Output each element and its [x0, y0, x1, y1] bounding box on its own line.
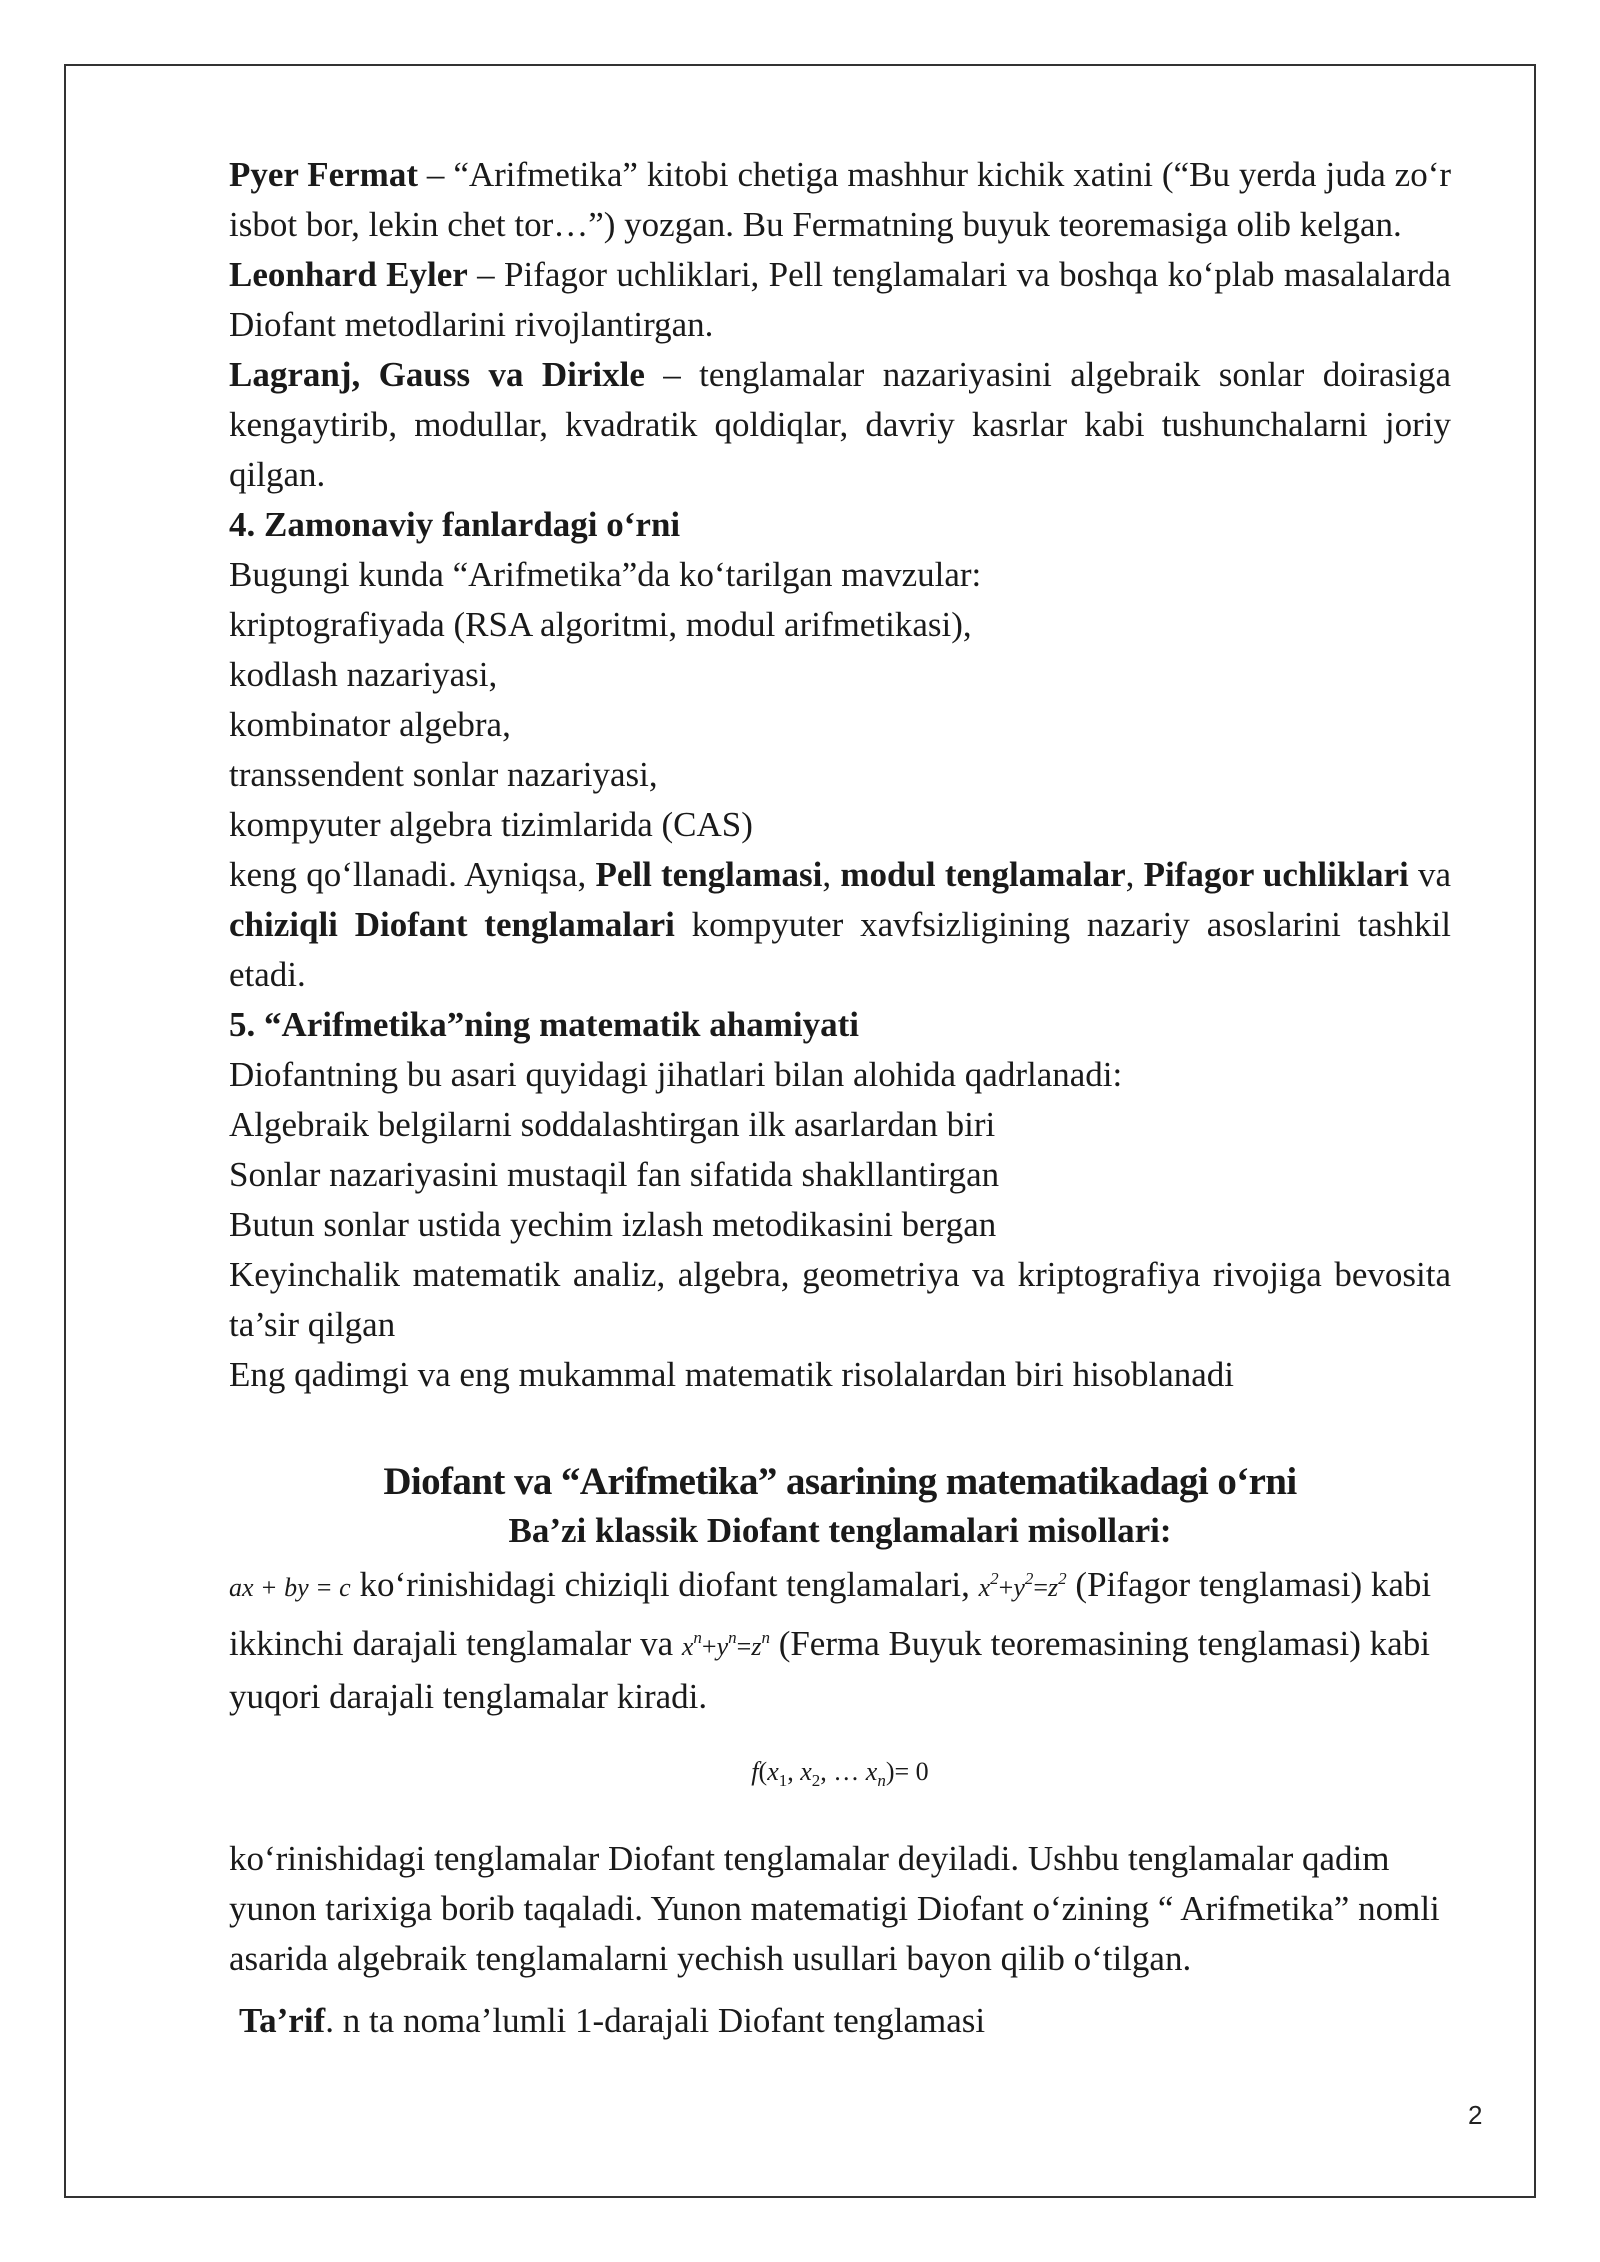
pythagorean-equation: $x^2+y^2=z^2$ [978, 1569, 1067, 1602]
text-run: keng qo‘llanadi. Ayniqsa, [229, 855, 596, 894]
dash: – [644, 355, 700, 394]
subtitle: Ba’zi klassik Diofant tenglamalari misollari: [508, 1511, 1172, 1550]
paragraph-examples [229, 1554, 1451, 1722]
bold-term: Pell tenglamasi [595, 855, 823, 894]
list-item: kriptografiyada (RSA algoritmi, modul arifmetikasi), [229, 605, 972, 644]
dash: – [418, 155, 454, 194]
text-run: va [1408, 855, 1451, 894]
section-intro: Diofantning bu asari quyidagi jihatlari bilan alohida qadrlanadi: [229, 1055, 1123, 1094]
list-item: Algebraik belgilarni soddalashtirgan ilk asarlardan biri [229, 1105, 996, 1144]
formula-symbol: x [865, 1757, 878, 1786]
list-item: Keyinchalik matematik analiz, algebra, geometriya va kriptografiya rivojiga bevosita ta’sir qilgan [229, 1255, 1451, 1344]
main-title: Diofant va “Arifmetika” asarining matematikadagi o‘rni [383, 1460, 1297, 1503]
list-item: transsendent sonlar nazariyasi, [229, 755, 658, 794]
formula-subscript: n [877, 1771, 886, 1790]
document-body [229, 150, 1451, 2046]
section-heading: 5. “Arifmetika”ning matematik ahamiyati [229, 1005, 859, 1044]
text-run: ko‘rinishidagi chiziqli diofant tenglamalari, [350, 1565, 979, 1604]
definition-label: Ta’rif [239, 2001, 326, 2040]
list-item: kodlash nazariyasi, [229, 655, 498, 694]
list-item: Eng qadimgi va eng mukammal matematik risolalardan biri hisoblanadi [229, 1355, 1235, 1394]
paragraph-euler [229, 250, 1451, 350]
bold-term: Pifagor uchliklari [1143, 855, 1409, 894]
paragraph-applications [229, 850, 1451, 1000]
general-diophantine-formula: $f(x_1$, $x_2$, … $x_n)= 0$ [751, 1757, 929, 1790]
bold-term: modul tenglamalar [840, 855, 1126, 894]
list-item: kombinator algebra, [229, 705, 511, 744]
page-number: 2 [1468, 2100, 1483, 2130]
formula-rhs: = 0 [894, 1757, 929, 1786]
paragraph-definition-context: ko‘rinishidagi tenglamalar Diofant tenglamalar deyiladi. Ushbu tenglamalar qadim yunon tarixiga borib taqaladi. Yunon matematigi Diofant o‘zining “ Arifmetika” nomli asarida algebraik tenglamalarni yechish usullari bayon qilib o‘tilgan. [229, 1839, 1440, 1978]
linear-equation: ax + by = c [229, 1573, 351, 1602]
list-item: Butun sonlar ustida yechim izlash metodikasini bergan [229, 1205, 997, 1244]
formula-symbol: x [800, 1757, 812, 1786]
bold-term: chiziqli Diofant tenglamalari [229, 905, 675, 944]
formula-symbol: f [751, 1757, 759, 1786]
section-heading: 4. Zamonaviy fanlardagi o‘rni [229, 505, 681, 544]
formula-subscript: 2 [811, 1771, 821, 1790]
person-name: Lagranj, Gauss va Dirixle [229, 355, 645, 394]
formula-subscript: 1 [778, 1771, 788, 1790]
dash: – [467, 255, 505, 294]
text-run: (Ferma Buyuk teoremasining tenglamasi) kabi yuqori darajali tenglamalar kiradi. [229, 1624, 1430, 1716]
paragraph-text: “Arifmetika” kitobi chetiga mashhur kichik xatini (“Bu yerda juda zo‘r isbot bor, lekin chet tor…”) yozgan. Bu Fermatning buyuk teoremasiga olib kelgan. [229, 155, 1452, 244]
formula-ellipsis: … [833, 1757, 860, 1786]
formula-symbol: x [767, 1757, 779, 1786]
text-run: (Pifagor tenglamasi) kabi ikkinchi darajali tenglamalar va [229, 1565, 1432, 1663]
text-run: , [822, 855, 841, 894]
list-item: Sonlar nazariyasini mustaqil fan sifatida shakllantirgan [229, 1155, 1000, 1194]
paragraph-text: Pifagor uchliklari, Pell tenglamalari va boshqa ko‘plab masalalarda Diofant metodlarini rivojlantirgan. [229, 255, 1452, 344]
paragraph-lagrange [229, 350, 1451, 500]
section-intro: Bugungi kunda “Arifmetika”da ko‘tarilgan mavzular: [229, 555, 982, 594]
definition-line [229, 1996, 1451, 2046]
paragraph-text: tenglamalar nazariyasini algebraik sonlar doirasiga kengaytirib, modullar, kvadratik qoldiqlar, davriy kasrlar kabi tushunchalarni joriy qilgan. [229, 355, 1451, 494]
paragraph-fermat [229, 150, 1451, 250]
text-run: , [1125, 855, 1144, 894]
list-item: kompyuter algebra tizimlarida (CAS) [229, 805, 753, 844]
text-run: kompyuter xavfsizligining nazariy asoslarini tashkil etadi. [229, 905, 1451, 994]
definition-text: . n ta noma’lumli 1-darajali Diofant tenglamasi [325, 2001, 986, 2040]
fermat-equation: $x^n+y^n=z^n$ [681, 1628, 770, 1661]
person-name: Pyer Fermat [229, 155, 418, 194]
person-name: Leonhard Eyler [229, 255, 468, 294]
